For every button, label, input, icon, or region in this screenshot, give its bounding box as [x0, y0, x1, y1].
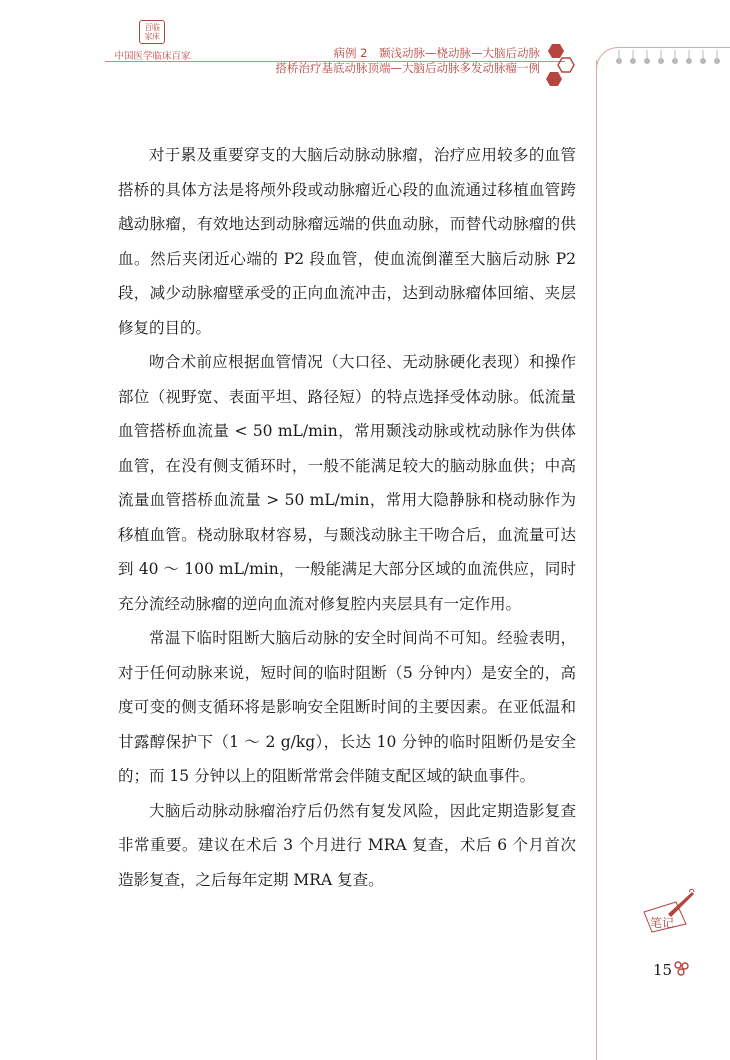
- logo-line-1: 百临: [144, 23, 160, 32]
- paragraph-1: 对于累及重要穿支的大脑后动脉动脉瘤，治疗应用较多的血管搭桥的具体方法是将颅外段或动脉瘤近心段的血流通过移植血管跨越动脉瘤，有效地达到动脉瘤远端的供血动脉，而替代动脉瘤的供血。然后夹闭近心端的 P2 段血管，使血流倒灌至大脑后动脉 P2 段，减少动脉瘤壁承受的正向血流冲击，达到动脉瘤体回缩、夹层修复的目的。: [118, 146, 576, 337]
- binder-rings-icon: [615, 50, 730, 66]
- notes-pen-icon: [638, 888, 696, 934]
- hexagon-decoration-icon: [538, 42, 578, 94]
- notes-column-top-rule: [620, 47, 730, 48]
- paragraph-4: 大脑后动脉动脉瘤治疗后仍然有复发风险，因此定期造影复查非常重要。建议在术后 3 个月进行 MRA 复查，术后 6 个月首次造影复查，之后每年定期 MRA 复查。: [118, 801, 576, 889]
- paragraph-3: 常温下临时阻断大脑后动脉的安全时间尚不可知。经验表明，对于任何动脉来说，短时间的临时阻断（5 分钟内）是安全的，高度可变的侧支循环将是影响安全阻断时间的主要因素。在亚低温和甘露醇保护下（1 ～ 2 g/kg），长达 10 分钟的临时阻断仍是安全的；而 15 分钟以上的阻断常常会伴随支配区域的缺血事件。: [118, 629, 576, 785]
- notes-label: 笔记: [650, 916, 675, 930]
- notes-column-rule: [596, 60, 597, 1060]
- running-head-line-2: 搭桥治疗基底动脉顶端—大脑后动脉多发动脉瘤一例: [275, 61, 540, 75]
- logo-line-2: 家床: [144, 32, 160, 41]
- running-head-line-1: 病例 2 颞浅动脉—桡动脉—大脑后动脉: [333, 46, 540, 60]
- publisher-logo: [139, 20, 165, 44]
- running-head: [276, 46, 541, 76]
- article-body: [118, 138, 576, 897]
- paragraph-2: 吻合术前应根据血管情况（大口径、无动脉硬化表现）和操作部位（视野宽、表面平坦、路径短）的特点选择受体动脉。低流量血管搭桥血流量 < 50 mL/min，常用颞浅动脉或枕动脉作为供体血管，在没有侧支循环时，一般不能满足较大的脑动脉血供；中高流量血管搭桥血流量 > 50 mL/min，常用大隐静脉和桡动脉作为移植血管。桡动脉取材容易，与颞浅动脉主干吻合后，血流量可达到 40 ～ 100 mL/min，一般能满足大部分区域的血流供应，同时充分流经动脉瘤的逆向血流对修复腔内夹层具有一定作用。: [118, 353, 576, 613]
- series-name: 中国医学临床百家: [114, 51, 191, 62]
- page-number: 15: [653, 961, 673, 979]
- page-ornament-icon: [673, 960, 691, 978]
